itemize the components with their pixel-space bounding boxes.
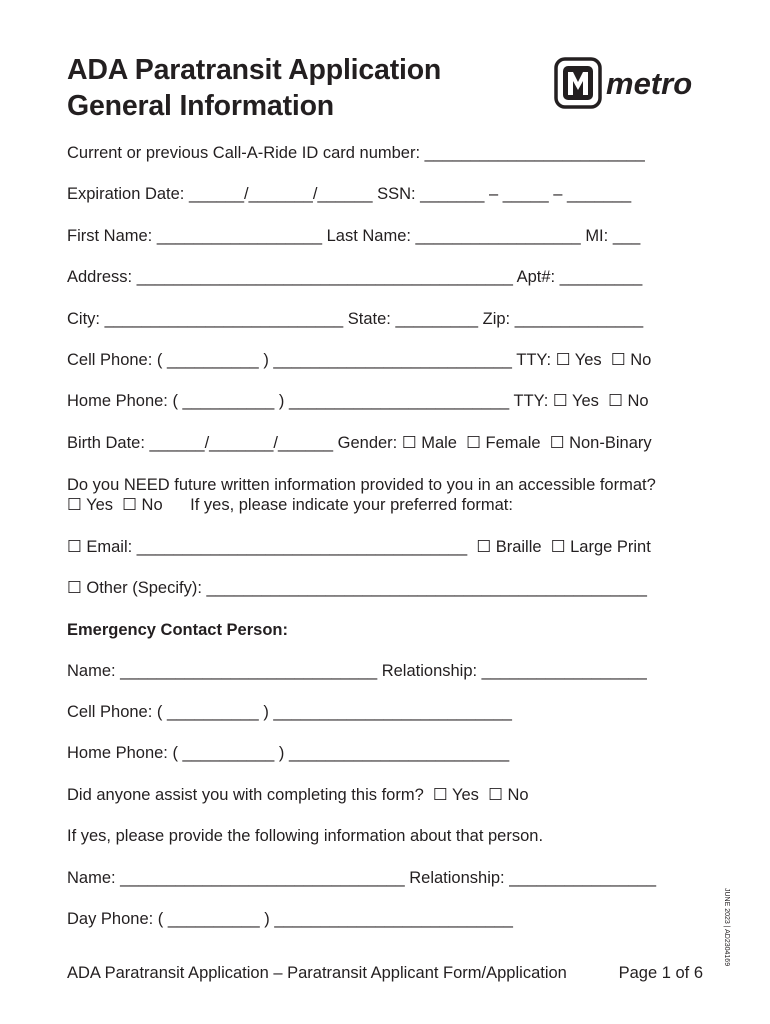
call-a-ride-id-field[interactable]: Current or previous Call-A-Ride ID card number: ________________________ [67,144,645,162]
metro-logo-text: metro [606,66,693,101]
emergency-home-phone-field[interactable]: Home Phone: ( __________ ) ________________________ [67,744,510,762]
metro-logo [554,57,704,109]
footer-page-number: Page 1 of 6 [618,964,703,982]
format-options-field[interactable]: ☐ Email: ____________________________________ ☐ Braille ☐ Large Print [67,538,651,556]
assist-question-field[interactable]: Did anyone assist you with completing this form? ☐ Yes ☐ No [67,786,529,804]
birth-gender-field[interactable]: Birth Date: ______/_______/______ Gender: ☐ Male ☐ Female ☐ Non-Binary [67,434,652,452]
accessible-format-answer[interactable]: ☐ Yes ☐ No If yes, please indicate your preferred format: [67,496,513,514]
cell-phone-field[interactable]: Cell Phone: ( __________ ) __________________________ TTY: ☐ Yes ☐ No [67,351,652,369]
accessible-format-question: Do you NEED future written information provided to you in an accessible format? [67,476,656,494]
title-line-2: General Information [67,90,334,122]
form-code: JUNE 2023 | AD2304169 [723,888,730,967]
title-line-1: ADA Paratransit Application [67,54,442,86]
name-field[interactable]: First Name: __________________ Last Name: __________________ MI: ___ [67,227,641,245]
assist-name-field[interactable]: Name: _______________________________ Relationship: ________________ [67,869,657,887]
emergency-contact-heading: Emergency Contact Person: [67,621,288,639]
page-title [67,52,441,124]
emergency-cell-phone-field[interactable]: Cell Phone: ( __________ ) __________________________ [67,703,512,721]
other-format-field[interactable]: ☐ Other (Specify): ________________________________________________ [67,579,647,597]
page-footer [67,963,703,983]
emergency-name-field[interactable]: Name: ____________________________ Relationship: __________________ [67,662,647,680]
city-state-zip-field[interactable]: City: __________________________ State: _________ Zip: ______________ [67,310,644,328]
home-phone-field[interactable]: Home Phone: ( __________ ) ________________________ TTY: ☐ Yes ☐ No [67,392,649,410]
assist-instruction: If yes, please provide the following information about that person. [67,827,544,845]
expiration-ssn-field[interactable]: Expiration Date: ______/_______/______ SSN: _______ – _____ – _______ [67,185,632,203]
assist-day-phone-field[interactable]: Day Phone: ( __________ ) __________________________ [67,910,513,928]
address-field[interactable]: Address: _________________________________________ Apt#: _________ [67,268,643,286]
footer-form-title: ADA Paratransit Application – Paratransit Applicant Form/Application [67,964,567,982]
